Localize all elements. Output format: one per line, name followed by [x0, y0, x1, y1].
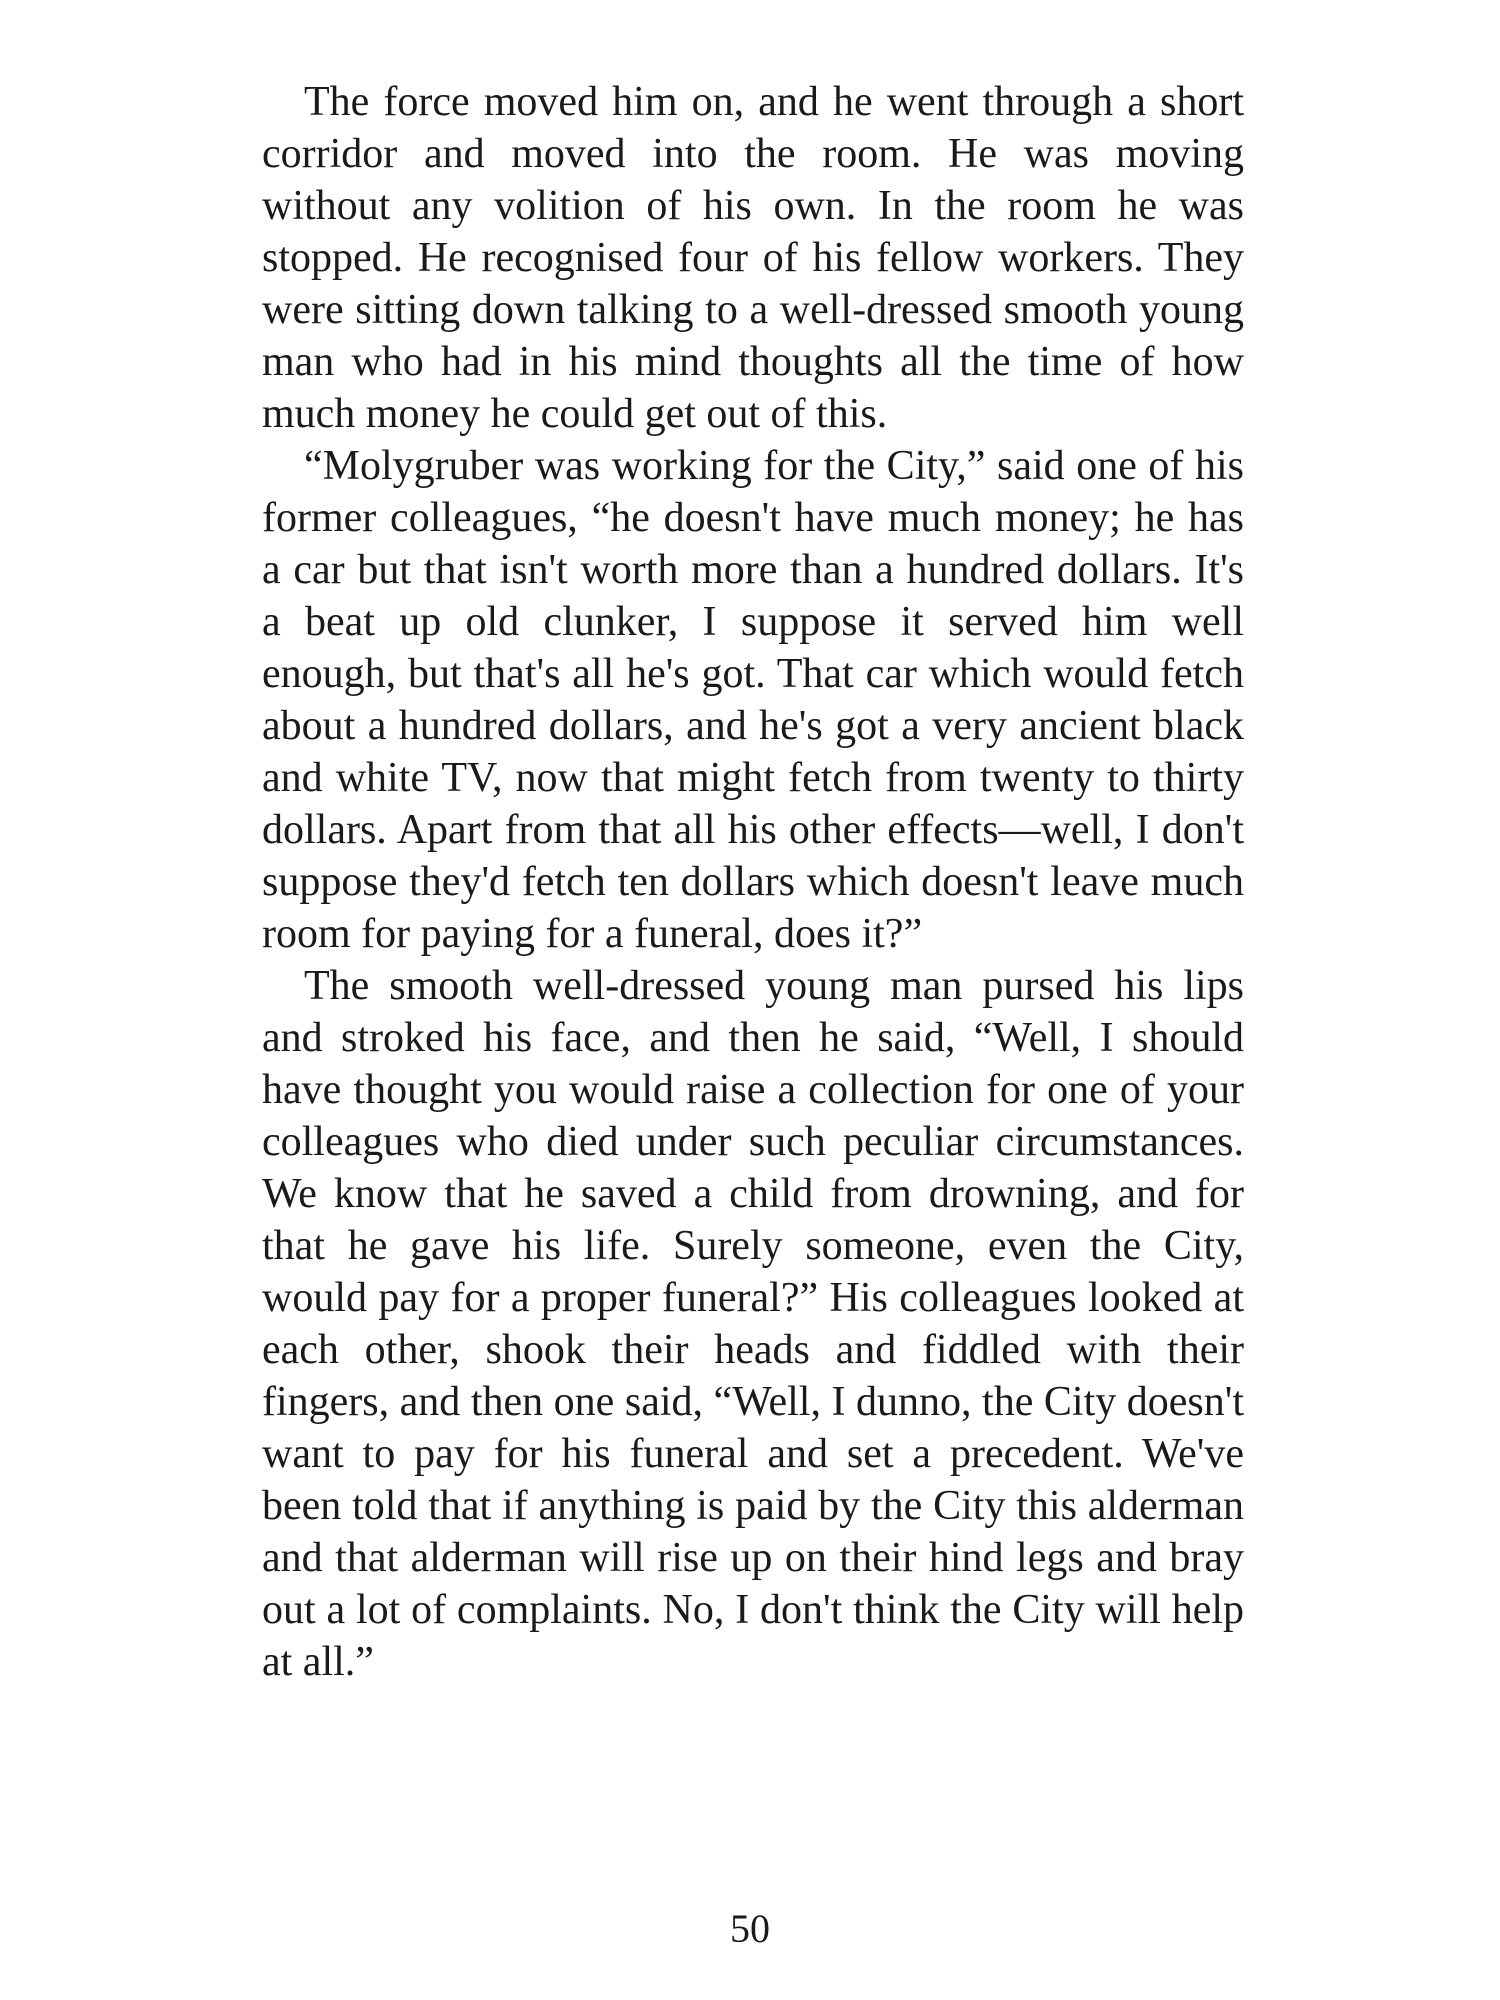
body-text — [262, 76, 1244, 1688]
page-number: 50 — [730, 1906, 770, 1951]
paragraph-1: The force moved him on, and he went through a short corridor and moved into the room. He was moving without any volition of his own. In the room he was stopped. He recognised four of his fellow workers. They were sitting down talking to a well-dressed smooth young man who had in his mind thoughts all the time of how much money he could get out of this. — [262, 79, 1244, 437]
paragraph-2: “Molygruber was working for the City,” said one of his former colleagues, “he doesn't have much money; he has a car but that isn't worth more than a hundred dollars. It's a beat up old clunker, I suppose it served him well enough, but that's all he's got. That car which would fetch about a hundred dollars, and he's got a very ancient black and white TV, now that might fetch from twenty to thirty dollars. Apart from that all his other effects—well, I don't suppose they'd fetch ten dollars which doesn't leave much room for paying for a funeral, does it?” — [262, 443, 1244, 957]
paragraph-3: The smooth well-dressed young man pursed his lips and stroked his face, and then he said, “Well, I should have thought you would raise a collection for one of your colleagues who died under such peculiar circumstances. We know that he saved a child from drowning, and for that he gave his life. Surely someone, even the City, would pay for a proper funeral?” His colleagues looked at each other, shook their heads and fiddled with their fingers, and then one said, “Well, I dunno, the City doesn't want to pay for his funeral and set a precedent. We've been told that if anything is paid by the City this alderman and that alderman will rise up on their hind legs and bray out a lot of complaints. No, I don't think the City will help at all.” — [262, 963, 1244, 1685]
